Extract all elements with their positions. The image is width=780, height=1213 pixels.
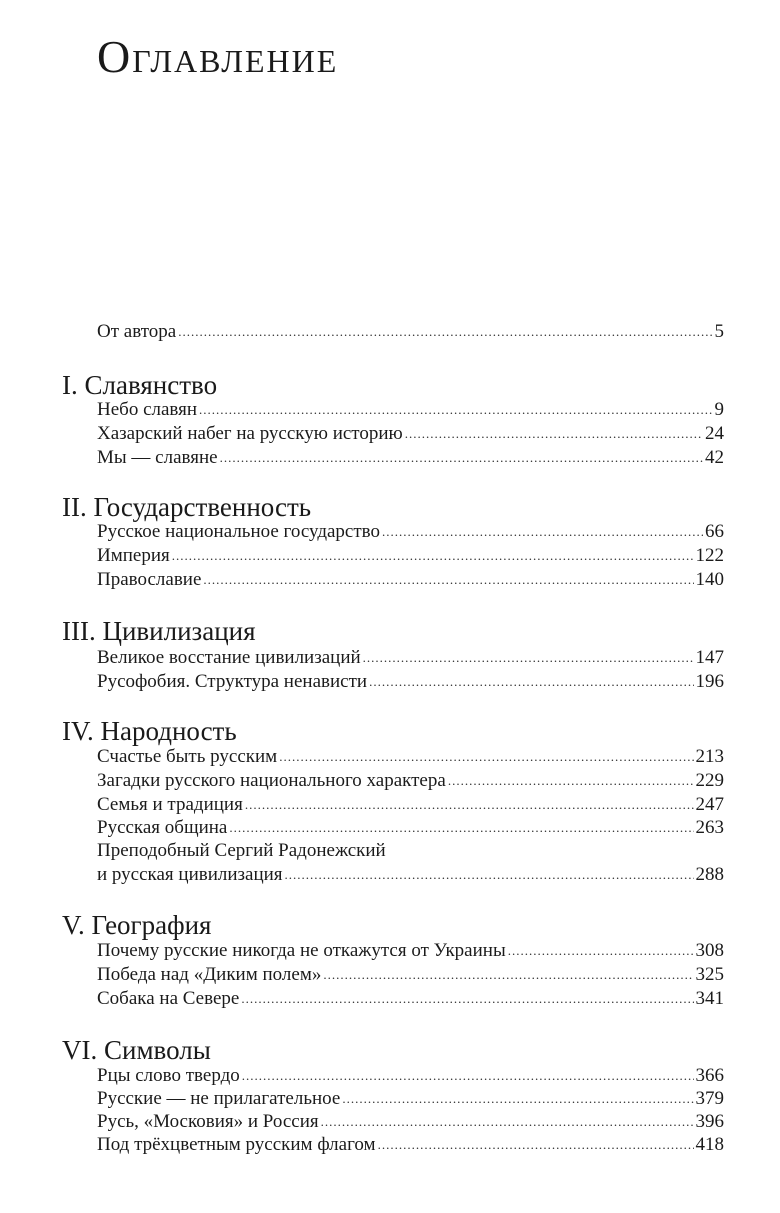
toc-entry-title: Русь, «Московия» и Россия [97, 1111, 319, 1132]
dot-leader [382, 520, 703, 544]
toc-entry-title: Загадки русского национального характера [97, 770, 446, 791]
toc-entry[interactable] [97, 816, 724, 840]
dot-leader [178, 320, 712, 344]
toc-page-number: 308 [695, 940, 724, 961]
toc-entry-title: Собака на Севере [97, 988, 240, 1009]
toc-entry[interactable] [97, 1064, 724, 1088]
dot-leader [285, 863, 694, 887]
page-title: Оглавление [97, 31, 339, 82]
toc-entry-title: Счастье быть русским [97, 746, 278, 767]
toc-page-number: 229 [695, 770, 724, 791]
toc-entry-title: Русская община [97, 817, 228, 838]
dot-leader [220, 446, 703, 470]
dot-leader [363, 646, 694, 670]
toc-entry-line2 [97, 863, 724, 888]
toc-entry-preface[interactable] [97, 320, 724, 344]
dot-leader [242, 1064, 694, 1088]
toc-entry[interactable] [97, 646, 724, 670]
toc-page-number: 263 [695, 817, 724, 838]
toc-page-number: 9 [714, 399, 724, 420]
toc-page-number: 418 [695, 1134, 724, 1155]
toc-entry[interactable] [97, 1087, 724, 1111]
dot-leader [172, 544, 694, 568]
toc-page-number: 396 [695, 1111, 724, 1132]
toc-entry-title: Русские — не прилагательное [97, 1088, 341, 1109]
toc-entry[interactable] [97, 422, 724, 446]
toc-page-number: 122 [695, 545, 724, 566]
toc-entry-title: Под трёхцветным русским флагом [97, 1134, 376, 1155]
toc-entry[interactable] [97, 1133, 724, 1157]
toc-entry[interactable] [97, 769, 724, 793]
toc-entry[interactable] [97, 520, 724, 544]
toc-entry-title: Почему русские никогда не откажутся от Украины [97, 940, 506, 961]
toc-entry-title: Хазарский набег на русскую историю [97, 423, 403, 444]
toc-page-number: 140 [695, 569, 724, 590]
toc-entry[interactable] [97, 670, 724, 694]
dot-leader [229, 816, 693, 840]
dot-leader [279, 745, 693, 769]
dot-leader [378, 1133, 694, 1157]
section-heading[interactable]: I. Славянство [62, 370, 218, 400]
toc-page-number: 213 [695, 746, 724, 767]
toc-entry[interactable] [97, 839, 724, 887]
toc-page-number: 24 [705, 423, 724, 444]
toc-entry[interactable] [97, 793, 724, 817]
toc-entry-title: Великое восстание цивилизаций [97, 647, 361, 668]
section-heading[interactable]: IV. Народность [62, 716, 237, 746]
toc-entry[interactable] [97, 987, 724, 1011]
toc-entry[interactable] [97, 745, 724, 769]
toc-entry-title: Семья и традиция [97, 794, 243, 815]
toc-entry[interactable] [97, 1110, 724, 1134]
dot-leader [199, 398, 712, 422]
section-heading[interactable]: VI. Символы [62, 1035, 211, 1065]
toc-entry-title-continued: и русская цивилизация [97, 864, 283, 885]
dot-leader [203, 568, 693, 592]
toc-page-number: 288 [695, 864, 724, 885]
dot-leader [342, 1087, 693, 1111]
toc-entry-title: Русское национальное государство [97, 521, 381, 542]
dot-leader [508, 939, 694, 963]
toc-page-number: 379 [695, 1088, 724, 1109]
toc-page-number: 341 [695, 988, 724, 1009]
dot-leader [448, 769, 694, 793]
toc-entry-title: Преподобный Сергий Радонежский [97, 840, 386, 861]
toc-entry-title: Русофобия. Структура ненависти [97, 671, 368, 692]
toc-page-number: 247 [695, 794, 724, 815]
toc-entry[interactable] [97, 568, 724, 592]
toc-page-number: 66 [705, 521, 724, 542]
toc-entry[interactable] [97, 398, 724, 422]
toc-entry-title: Православие [97, 569, 202, 590]
dot-leader [321, 1110, 694, 1134]
dot-leader [241, 987, 693, 1011]
toc-page-number: 196 [695, 671, 724, 692]
toc-page-number: 42 [705, 447, 724, 468]
toc-entry[interactable] [97, 939, 724, 963]
section-heading[interactable]: II. Государственность [62, 492, 312, 522]
toc-page-number: 5 [714, 321, 724, 342]
dot-leader [369, 670, 693, 694]
toc-entry-title: Рцы слово твердо [97, 1065, 240, 1086]
toc-page-number: 366 [695, 1065, 724, 1086]
dot-leader [405, 422, 703, 446]
toc-entry[interactable] [97, 446, 724, 470]
toc-page-number: 147 [695, 647, 724, 668]
toc-page-number: 325 [695, 964, 724, 985]
section-heading[interactable]: V. География [62, 910, 212, 940]
dot-leader [245, 793, 694, 817]
toc-entry[interactable] [97, 963, 724, 987]
section-heading[interactable]: III. Цивилизация [62, 616, 256, 646]
toc-entry-title: Небо славян [97, 399, 198, 420]
dot-leader [323, 963, 693, 987]
toc-entry-title: Победа над «Диким полем» [97, 964, 322, 985]
toc-entry-title: От автора [97, 321, 177, 342]
toc-entry-title: Мы — славяне [97, 447, 218, 468]
toc-entry[interactable] [97, 544, 724, 568]
toc-entry-title: Империя [97, 545, 170, 566]
